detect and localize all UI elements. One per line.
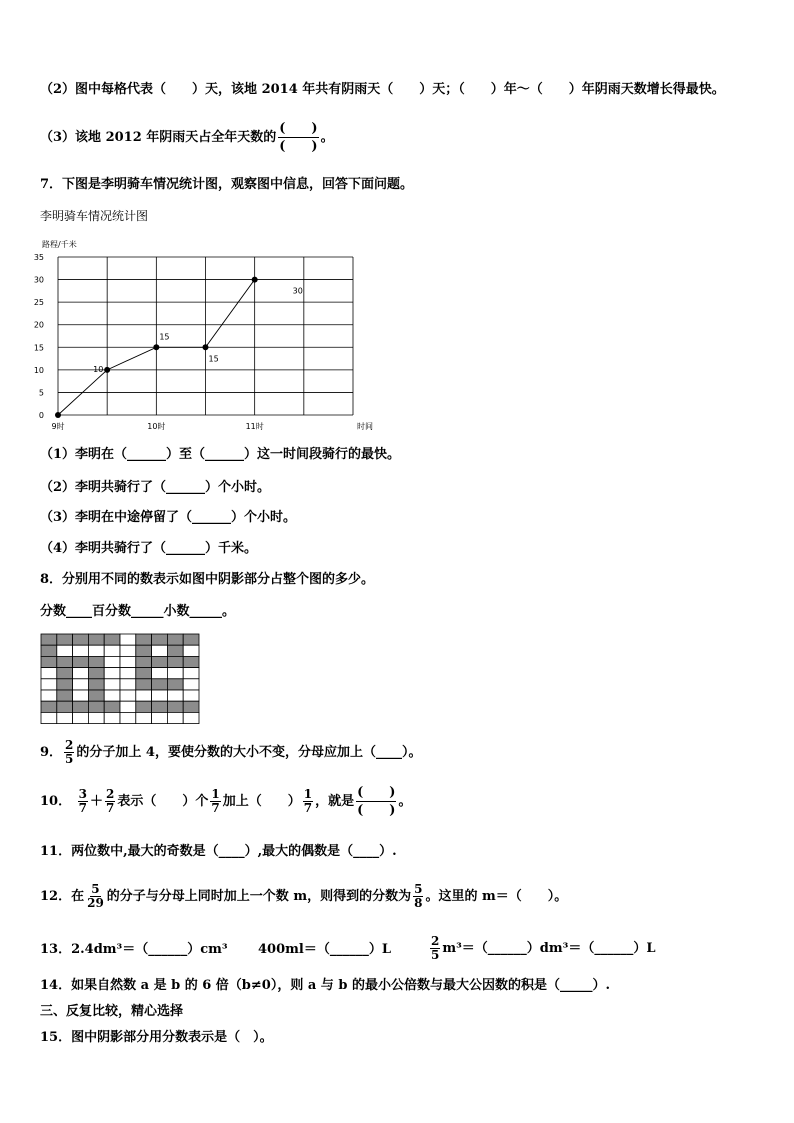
grid-cell-empty	[41, 679, 57, 690]
grid-cell-empty	[41, 712, 57, 723]
grid-cell-empty	[104, 645, 120, 656]
grid-cell-empty	[167, 712, 183, 723]
grid-cell-empty	[73, 679, 89, 690]
grid-cell-shaded	[136, 645, 152, 656]
grid-cell-empty	[136, 690, 152, 701]
q13-part-a: 13．2.4dm³＝（______）cm³	[40, 942, 228, 957]
grid-cell-empty	[120, 645, 136, 656]
grid-cell-shaded	[73, 634, 89, 645]
q10-question: 10． $\frac{3}{7}$ ＋ $\frac{2}{7}$ 表示（ ）个 $\frac{1}{7}$ 加上（ ） $\frac{1}{7}$ ，就是 $\frac{( )}{( )}$ 。	[40, 785, 412, 818]
q10-fraction-b: $\frac{2}{7}$	[106, 787, 115, 815]
grid-cell-empty	[167, 690, 183, 701]
grid-cell-shaded	[57, 679, 73, 690]
grid-cell-shaded	[57, 656, 73, 667]
x-tick-label: 10时	[147, 422, 166, 431]
grid-cell-shaded	[152, 656, 168, 667]
q10-answer-fraction[interactable]: $\frac{( )}{( )}$	[357, 785, 396, 818]
grid-cell-empty	[73, 712, 89, 723]
section-heading: 三、反复比较，精心选择	[40, 1004, 184, 1019]
grid-cell-empty	[120, 656, 136, 667]
grid-cell-shaded	[136, 679, 152, 690]
grid-cell-shaded	[73, 701, 89, 712]
grid-cell-shaded	[88, 656, 104, 667]
grid-cell-shaded	[57, 701, 73, 712]
x-tick-label: 9时	[51, 422, 65, 431]
grid-cell-shaded	[57, 668, 73, 679]
q12-fraction-b: $\frac{5}{8}$	[414, 882, 423, 910]
grid-cell-shaded	[152, 679, 168, 690]
x-axis-label: 时间	[357, 422, 373, 431]
y-tick-label: 10	[33, 365, 44, 375]
q6-part2: （2）图中每格代表（ ）天，该地 2014 年共有阴雨天（ ）天；（ ）年～（ ）年阴雨天数增长得最快。	[40, 82, 725, 97]
grid-cell-shaded	[136, 634, 152, 645]
grid-cell-shaded	[167, 701, 183, 712]
grid-cell-shaded	[183, 634, 199, 645]
grid-cell-shaded	[167, 645, 183, 656]
q9-fraction: $\frac{2}{5}$	[65, 738, 74, 766]
grid-cell-shaded	[152, 701, 168, 712]
q8-answer-line: 分数____百分数_____小数_____。	[40, 604, 236, 619]
q7-question: 7．下图是李明骑车情况统计图，观察图中信息，回答下面问题。	[40, 177, 414, 192]
x-tick-label: 11时	[245, 422, 264, 431]
grid-cell-shaded	[41, 634, 57, 645]
data-label: 15	[159, 332, 170, 342]
y-tick-label: 30	[33, 275, 44, 285]
grid-cell-empty	[136, 712, 152, 723]
grid-cell-empty	[41, 690, 57, 701]
q8-question: 8．分别用不同的数表示如图中阴影部分占整个图的多少。	[40, 572, 375, 587]
grid-cell-shaded	[57, 690, 73, 701]
grid-cell-empty	[183, 679, 199, 690]
grid-cell-empty	[41, 668, 57, 679]
data-label: 10	[93, 364, 104, 374]
grid-cell-empty	[120, 634, 136, 645]
grid-cell-empty	[88, 645, 104, 656]
q13-part-b: 400ml＝（______）L	[258, 942, 391, 957]
grid-cell-empty	[104, 668, 120, 679]
grid-cell-empty	[120, 690, 136, 701]
q14-question: 14．如果自然数 a 是 b 的 6 倍（b≠0），则 a 与 b 的最小公倍数与最大公因数的积是（_____）.	[40, 978, 610, 993]
grid-cell-shaded	[167, 656, 183, 667]
q7-sub1: （1）李明在（______）至（______）这一时间段骑行的最快。	[40, 447, 401, 462]
y-tick-label: 0	[38, 411, 44, 420]
grid-cell-shaded	[88, 634, 104, 645]
grid-cell-empty	[152, 690, 168, 701]
y-axis-label: 路程/千米	[42, 240, 77, 249]
q10-fraction-c: $\frac{1}{7}$	[211, 787, 220, 815]
grid-cell-shaded	[183, 656, 199, 667]
grid-cell-empty	[57, 712, 73, 723]
grid-cell-empty	[57, 645, 73, 656]
grid-cell-empty	[120, 668, 136, 679]
grid-cell-empty	[152, 712, 168, 723]
y-tick-label: 25	[33, 298, 44, 308]
grid-cell-shaded	[57, 634, 73, 645]
grid-cell-empty	[167, 668, 183, 679]
grid-cell-shaded	[41, 656, 57, 667]
grid-cell-empty	[120, 679, 136, 690]
grid-cell-empty	[73, 645, 89, 656]
grid-cell-shaded	[41, 701, 57, 712]
q7-sub2: （2）李明共骑行了（______）个小时。	[40, 480, 271, 495]
y-tick-label: 5	[38, 388, 44, 398]
grid-cell-empty	[152, 645, 168, 656]
q9-question: 9． $\frac{2}{5}$ 的分子加上 4，要使分数的大小不变，分母应加上（____）。	[40, 738, 422, 766]
grid-cell-empty	[104, 679, 120, 690]
grid-cell-empty	[73, 690, 89, 701]
grid-cell-shaded	[136, 668, 152, 679]
grid-cell-shaded	[88, 679, 104, 690]
data-label: 15	[208, 354, 219, 364]
grid-cell-shaded	[136, 701, 152, 712]
q13-part-c: $\frac{2}{5}$ m³＝（______）dm³＝（______）L	[431, 934, 656, 962]
data-point	[203, 344, 209, 350]
grid-cell-empty	[183, 645, 199, 656]
grid-cell-empty	[104, 712, 120, 723]
grid-cell-empty	[120, 701, 136, 712]
q10-fraction-a: $\frac{3}{7}$	[78, 787, 87, 815]
grid-cell-empty	[104, 656, 120, 667]
grid-cell-shaded	[183, 701, 199, 712]
grid-cell-shaded	[136, 656, 152, 667]
data-point	[55, 412, 61, 418]
grid-cell-shaded	[88, 668, 104, 679]
data-point	[252, 277, 258, 283]
grid-cell-empty	[183, 690, 199, 701]
y-tick-label: 35	[33, 253, 44, 262]
q7-sub3: （3）李明在中途停留了（______）个小时。	[40, 510, 297, 525]
grid-cell-empty	[152, 668, 168, 679]
data-point	[104, 367, 110, 373]
chart-title: 李明骑车情况统计图	[40, 209, 149, 223]
q12-fraction-a: $\frac{5}{29}$	[87, 882, 104, 910]
grid-cell-shaded	[104, 701, 120, 712]
grid-cell-empty	[88, 712, 104, 723]
data-label: 30	[292, 286, 303, 296]
q15-question: 15．图中阴影部分用分数表示是（ ）。	[40, 1030, 273, 1045]
q6-part3: （3）该地 2012 年阴雨天占全年天数的 $\frac{( )}{( )}$ 。	[40, 121, 334, 154]
grid-cell-shaded	[167, 679, 183, 690]
grid-cell-empty	[73, 668, 89, 679]
q7-sub4: （4）李明共骑行了（______）千米。	[40, 541, 258, 556]
grid-cell-shaded	[41, 645, 57, 656]
shaded-grid-figure	[40, 633, 200, 725]
q13-fraction: $\frac{2}{5}$	[431, 934, 440, 962]
y-tick-label: 20	[33, 320, 44, 330]
y-tick-label: 15	[33, 343, 44, 353]
grid-cell-shaded	[88, 701, 104, 712]
grid-cell-shaded	[73, 656, 89, 667]
q11-question: 11．两位数中,最大的奇数是（____）,最大的偶数是（____）.	[40, 844, 397, 859]
grid-cell-shaded	[88, 690, 104, 701]
grid-cell-empty	[104, 690, 120, 701]
q6-answer-fraction[interactable]: $\frac{( )}{( )}$	[279, 121, 318, 154]
grid-cell-empty	[183, 712, 199, 723]
grid-cell-shaded	[104, 634, 120, 645]
grid-cell-empty	[120, 712, 136, 723]
data-point	[153, 344, 159, 350]
grid-cell-empty	[183, 668, 199, 679]
q10-fraction-d: $\frac{1}{7}$	[303, 787, 313, 815]
grid-cell-shaded	[167, 634, 183, 645]
grid-cell-shaded	[152, 634, 168, 645]
line-chart	[30, 233, 380, 433]
q12-question: 12．在 $\frac{5}{29}$ 的分子与分母上同时加上一个数 m，则得到的分数为 $\frac{5}{8}$ 。这里的 m＝（ ）。	[40, 882, 568, 910]
